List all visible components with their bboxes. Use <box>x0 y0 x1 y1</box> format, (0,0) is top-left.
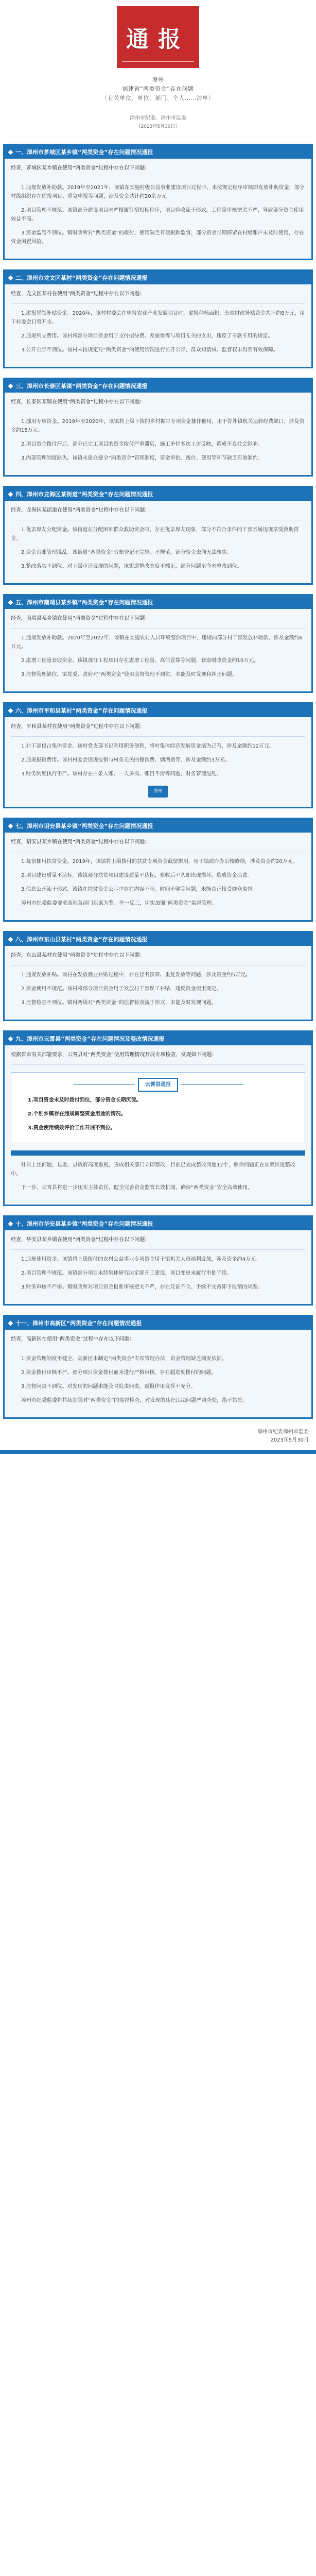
section-lead: 根据省市有关部署要求，云霄县对“两类资金”使用管理情况开展专项检查，发现如下问题： <box>11 1052 217 1058</box>
divider <box>11 303 305 304</box>
divider <box>11 628 305 629</box>
tag-wrap <box>11 786 305 798</box>
footer-date: 2023年5月30日 <box>270 1437 309 1443</box>
section-paragraph: 1.违规发放补助款。2019年至2021年，该镇在实施村级公益事业建设项目过程中，未按规定程序审核即发放补助资金，部分村级组织存在虚报项目、重复申报等问题，涉及资金共计约20余万元。 <box>11 185 305 199</box>
diamond-icon <box>8 600 13 605</box>
section-paragraph: 2.资金拨付审核不严。部分项目资金拨付前未进行严格审核，存在超进度拨付的问题。 <box>21 1370 217 1376</box>
section-paragraph: 2.虚增工程量套取资金。该镇部分工程项目存在虚增工程量、高估冒算等问题，套取财政资金约10万元。 <box>21 658 259 664</box>
section-heading-text: 七、漳州市诏安县某乡镇“两类资金”存在问题情况通报 <box>15 823 153 829</box>
diamond-icon <box>8 149 13 155</box>
document-header <box>0 0 316 134</box>
section-paragraph: 1.挪用专项资金。2019年至2020年，该镇将上级下拨的乡村振兴专项资金挪作他用，用于弥补镇机关运转经费缺口，涉及资金约15万元。 <box>11 419 305 433</box>
section-body <box>5 393 311 475</box>
diamond-icon <box>8 937 13 942</box>
highlight-card-header <box>17 1078 299 1092</box>
section-heading <box>5 271 311 284</box>
issuer-line: 漳州市纪委、漳州市监委 <box>130 115 186 121</box>
diamond-icon <box>8 492 13 497</box>
section-heading <box>5 1217 311 1230</box>
diamond-icon <box>8 1036 13 1041</box>
diamond-icon <box>8 1221 13 1226</box>
section-lead: 经查，南靖县某乡镇在使用“两类资金”过程中存在以下问题： <box>11 616 150 621</box>
divider <box>73 1084 135 1085</box>
sections-container <box>0 144 316 1419</box>
section-heading-text: 八、漳州市东山县某村“两类资金”存在问题情况通报 <box>15 936 148 943</box>
section-body <box>5 946 311 1020</box>
footer <box>3 1428 313 1445</box>
section-paragraph: 漳州市纪委监委要求各地各部门以案为鉴、举一反三，切实加强“两类资金”监督管理。 <box>21 901 217 906</box>
subtitle-1: 漳州 <box>152 76 164 83</box>
section-body <box>5 833 311 920</box>
section-body <box>5 1045 311 1205</box>
section-paragraph: 1.资金管理制度不健全。高新区未制定“两类资金”专项管理办法，资金管理缺乏制度依据。 <box>21 1356 227 1362</box>
highlight-item: 3.资金使用绩效评价工作开展不到位。 <box>28 1125 116 1131</box>
section-paragraph: 2.项目管理不规范。该镇部分建设项目未严格履行招投标程序，项目验收流于形式，工程量审核把关不严，导致部分资金使用效益不高。 <box>11 208 304 222</box>
section-paragraph: 2.违规列支费用。该村将部分项目资金用于支付招待费、差旅费等与项目无关的支出，违反了专款专用的规定。 <box>21 333 273 339</box>
diamond-icon <box>8 823 13 828</box>
section-heading <box>5 933 311 946</box>
notice-section <box>3 1030 313 1206</box>
diamond-icon <box>8 275 13 280</box>
section-paragraph: 1.村干部侵占集体资金。该村党支部书记利用职务便利，将村集体经济发展资金据为己有，涉及金额约12万元。 <box>21 743 275 749</box>
section-lead: 经查，长泰区某镇在使用“两类资金”过程中存在以下问题： <box>11 399 145 405</box>
section-paragraph: 3.财务制度执行不严。该村存在白条入账、一人多岗、账目不清等问题，财务管理混乱。 <box>21 771 222 777</box>
section-heading <box>5 145 311 159</box>
section-paragraph: 2.项目管理不规范。该镇部分项目未经集体研究决定即开工建设，项目变更未履行审批手续。 <box>21 1270 232 1276</box>
section-paragraph: 3.资金监管不到位。镇财政所对“两类资金”的拨付、使用缺乏有效跟踪监督，部分资金长期滞留在村级账户未及时使用，存在资金闲置风险。 <box>11 230 304 245</box>
section-paragraph: 1.违规发放补助款。2020年至2022年，该镇在实施农村人居环境整治项目中，违规向部分村干部发放补助款，涉及金额约6万元。 <box>11 635 303 650</box>
highlight-badge: 云霄县通报 <box>138 1078 178 1092</box>
section-lead: 经查，高新区在使用“两类资金”过程中存在以下问题： <box>11 1336 135 1342</box>
notice-section <box>3 818 313 922</box>
notice-section <box>3 269 313 368</box>
location-tag: 漳州 <box>148 786 168 798</box>
section-body <box>5 501 311 583</box>
section-paragraph: 3.公开公示不到位。该村未按规定对“两类资金”的使用情况进行公开公示，群众知情权、监督权未得到有效保障。 <box>21 347 278 353</box>
section-paragraph: 3.监督问责不到位。对发现的问题未能及时追责问责，震慑作用发挥不充分。 <box>21 1384 196 1389</box>
section-lead: 经查，芗城区某乡镇在使用“两类资金”过程中存在以下问题： <box>11 165 150 171</box>
section-paragraph: 下一步，云霄县将进一步压实主体责任，健全完善资金监管长效机制，确保“两类资金”安全高效使用。 <box>21 1185 253 1191</box>
section-paragraph: 3.财务审核不严格。镇财政所对项目资金报账审核把关不严，存在凭证不全、手续不完备即予报销的问题。 <box>21 1284 263 1290</box>
notice-section <box>3 594 313 693</box>
section-paragraph: 2.项目建设质量不达标。该镇部分扶贫项目建设质量不达标，验收后不久即出现损坏，造成资金浪费。 <box>21 873 253 878</box>
highlight-item: 1.项目资金未及时拨付到位，部分资金长期沉淀。 <box>28 1097 142 1103</box>
subtitle-2: 福建省“两类资金”存在问题 <box>122 86 194 92</box>
accent-bar <box>11 1150 305 1156</box>
notice-section <box>3 1215 313 1306</box>
section-heading-text: 二、漳州市龙文区某村“两类资金”存在问题情况通报 <box>15 275 148 281</box>
section-paragraph: 1.优亲厚友分配资金。该街道在分配困难群众救助资金时，存在优亲厚友现象，部分不符合条件的干部亲属违规享受救助资金。 <box>11 527 299 541</box>
issue-date: （2023年5月30日） <box>136 124 180 129</box>
section-lead: 经查，东山县某村在使用“两类资金”过程中存在以下问题： <box>11 953 145 958</box>
divider <box>11 736 305 737</box>
section-paragraph: 2.违规报销费用。该村村委会违规报销与村务无关的餐饮费、烟酒费等，涉及金额约3万元。 <box>21 757 230 763</box>
highlight-card <box>11 1072 305 1143</box>
section-paragraph: 1.虚报冒领补贴资金。2020年，该村村委会在申报农业产业发展项目时，虚报种植面积，套取财政补贴资金共计约8万元，用于村委会日常开支。 <box>11 311 305 325</box>
section-paragraph: 3.内部管理制度缺失。该镇未建立健全“两类资金”管理制度，资金审批、拨付、使用等环节缺乏有效制约。 <box>21 455 263 461</box>
section-heading <box>5 487 311 501</box>
section-paragraph: 1.违规发放补贴。该村在发放渔业补贴过程中，存在冒名顶替、重复发放等问题，涉及资金约5万元。 <box>21 972 251 978</box>
section-heading-text: 九、漳州市云霄县“两类资金”存在问题情况及整改情况通报 <box>15 1036 165 1042</box>
section-heading-text: 四、漳州市龙海区某街道“两类资金”存在问题情况通报 <box>15 491 153 498</box>
section-paragraph: 3.信息公开流于形式。该镇在扶贫资金公示中存在内容不全、时间不够等问题，未能真正接受群众监督。 <box>21 887 258 892</box>
section-heading <box>5 379 311 393</box>
section-paragraph: 1.违规使用资金。该镇将上级拨付的农村公益事业专项资金用于镇机关人员福利发放，涉及资金约4万元。 <box>21 1257 261 1262</box>
footer-org: 漳州市纪委漳州市监委 <box>257 1429 309 1435</box>
section-heading <box>5 704 311 717</box>
section-lead: 经查，龙文区某村在使用“两类资金”过程中存在以下问题： <box>11 291 145 297</box>
section-heading-text: 十一、漳州市高新区“两类资金”存在问题情况通报 <box>15 1320 142 1327</box>
highlight-item: 2.个别乡镇存在违规调整资金用途的情况。 <box>28 1111 126 1117</box>
section-heading <box>5 819 311 833</box>
notice-section <box>3 1315 313 1419</box>
banner-title: 通报 <box>126 26 190 53</box>
section-heading <box>5 596 311 609</box>
section-heading-text: 三、漳州市长泰区某镇“两类资金”存在问题情况通报 <box>15 383 148 389</box>
section-paragraph: 2.资金使用不规范。该村将部分项目资金用于发放村干部误工补贴，违反资金使用规定。 <box>21 986 222 992</box>
diamond-icon <box>8 383 13 388</box>
diamond-icon <box>8 1320 13 1326</box>
divider <box>11 1249 305 1250</box>
footer-bar <box>0 1450 316 1454</box>
section-body <box>5 159 311 259</box>
section-lead: 经查，华安县某乡镇在使用“两类资金”过程中存在以下问题： <box>11 1237 150 1243</box>
notice-section <box>3 486 313 585</box>
section-paragraph: 2.项目资金拨付滞后。部分已完工项目的资金拨付严重滞后，施工单位多次上访反映，造成不良社会影响。 <box>21 442 263 447</box>
section-paragraph: 3.整改落实不到位。对上级审计发现的问题，该街道整改态度不端正，部分问题至今未整改到位。 <box>21 564 242 569</box>
section-paragraph: 3.监督检查不到位。镇村两级对“两类资金”的监督检查流于形式，未能及时发现问题。 <box>21 1000 217 1006</box>
section-paragraph: 1.截留挪用扶贫资金。2019年，该镇将上级拨付的扶贫专项资金截留挪用，用于镇政府办公楼修缮，涉及资金约20万元。 <box>21 859 298 865</box>
section-lead: 经查，平和县某村在使用“两类资金”过程中存在以下问题： <box>11 724 145 730</box>
section-paragraph: 漳州市纪委监委将持续加强对“两类资金”的监督检查，对发现的违纪违法问题严肃查处，绝不姑息。 <box>21 1398 248 1403</box>
section-heading-text: 一、漳州市芗城区某乡镇“两类资金”存在问题情况通报 <box>15 149 153 156</box>
diamond-icon <box>8 708 13 713</box>
section-heading-text: 十、漳州市华安县某乡镇“两类资金”存在问题情况通报 <box>15 1221 153 1227</box>
section-paragraph: 3.监督管理缺位。镇党委、政府对“两类资金”使用监督管理不到位，未能及时发现和纠正问题。 <box>21 672 237 677</box>
section-paragraph: 2.资金台账管理混乱。该街道“两类资金”台账登记不完整、不规范，部分资金去向无法核实。 <box>21 550 232 555</box>
section-heading-text: 五、漳州市南靖县某乡镇“两类资金”存在问题情况通报 <box>15 599 153 606</box>
divider <box>11 1064 305 1065</box>
section-heading <box>5 1316 311 1330</box>
section-body <box>5 284 311 367</box>
section-body <box>5 1230 311 1304</box>
section-paragraph: 针对上述问题，县委、县政府高度重视，责成相关部门立即整改，目前已完成整改问题12个，剩余问题正在加紧推进整改中。 <box>11 1162 295 1177</box>
divider <box>181 1084 243 1085</box>
section-heading-text: 六、漳州市平和县某村“两类资金”存在问题情况通报 <box>15 707 148 714</box>
notice-section <box>3 931 313 1021</box>
section-lead: 经查，诏安县某乡镇在使用“两类资金”过程中存在以下问题： <box>11 839 150 845</box>
notice-section <box>3 378 313 477</box>
section-lead: 经查，龙海区某街道在使用“两类资金”过程中存在以下问题： <box>11 507 150 513</box>
section-body <box>5 717 311 807</box>
subtitle-3: （有关单位、单位、部门、个人……清单） <box>101 95 215 101</box>
section-heading <box>5 1032 311 1045</box>
section-body <box>5 609 311 691</box>
notice-section <box>3 702 313 808</box>
title-banner <box>117 6 199 68</box>
section-body <box>5 1330 311 1417</box>
notice-section <box>3 144 313 260</box>
